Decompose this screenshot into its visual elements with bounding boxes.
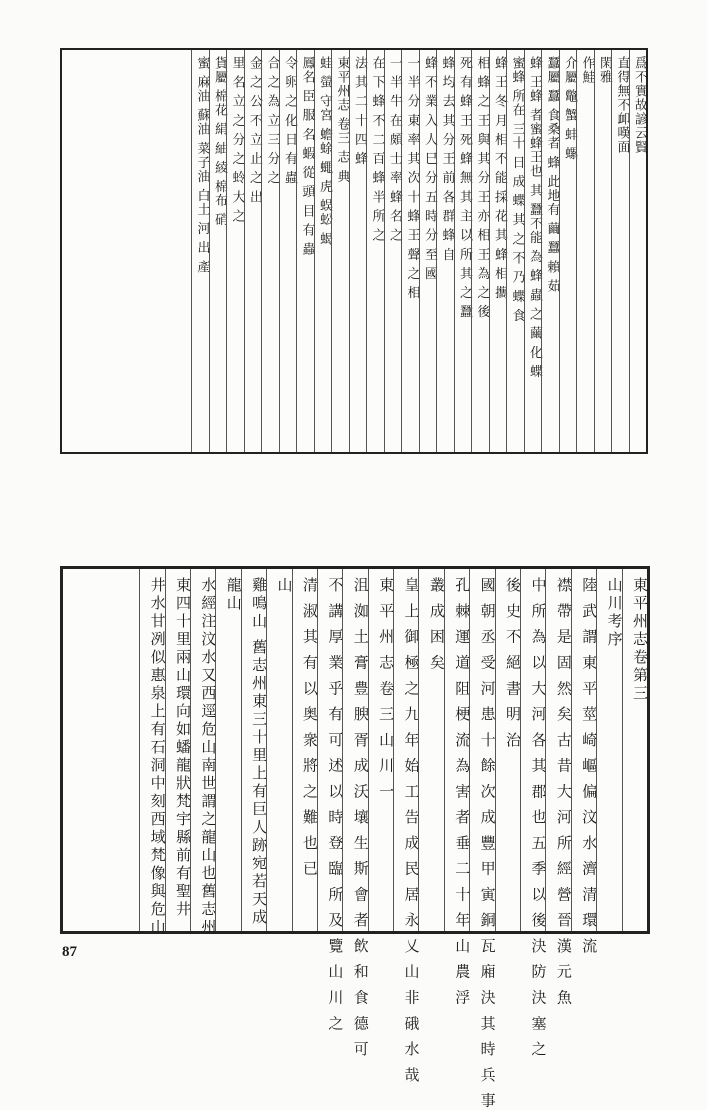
- bottom-column: 東平州志卷第三: [622, 569, 647, 931]
- page-number: 87: [62, 944, 77, 960]
- bottom-column: 龍山: [215, 569, 240, 931]
- bottom-column: 沮 洳 土 膏 豊 腴 胥 成 沃 壤 生 斯 會 者 飲 和 食 德 可: [342, 569, 367, 931]
- top-column: 鳳名 臣 服 名 蝦 從 頭 目 有 蟲: [296, 50, 314, 452]
- bottom-column: 東四十里兩山環向如蟠龍狀梵宇縣前有聖井: [165, 569, 190, 931]
- top-column: 合 之 為 立 三 分 之: [261, 50, 279, 452]
- bottom-column: 皇 上 御 極 之 九 年 始 工 告 成 民 居 永 乂 山 非 硪 水 哉: [393, 569, 418, 931]
- bottom-column: 襟 帶 是 固 然 矣 古 昔 大 河 所 經 營 晉 漢 元 魚: [545, 569, 570, 931]
- bottom-column: 國 朝 丞 受 河 患 十 餘 次 成 豐 甲 寅 銅 瓦 廂 決 其 時 兵 事: [469, 569, 494, 931]
- top-column: 令 卵 之 化 日 有 蟲: [279, 50, 297, 452]
- top-page-spread: [60, 48, 648, 454]
- top-column: 里 名 立 之 分 之 蛉 大 之: [226, 50, 244, 452]
- bottom-column: 清 淑 其 有 以 奥 衆 將 之 難 也 已: [292, 569, 317, 931]
- top-column: 閑雅: [594, 50, 612, 452]
- top-column: 爲不實故諺云賢: [629, 50, 647, 452]
- top-column: 蜂 王蜂 者蜜蜂王也 其 蠶不能 為 蜂 蟲 之 繭 化 蝶: [524, 50, 542, 452]
- top-page-columns: [62, 50, 646, 452]
- bottom-column: 雞鳴山 舊志州東三十里上有巨人跡宛若天成: [241, 569, 266, 931]
- bottom-column: 後 史 不 絕 書 明 治: [495, 569, 520, 931]
- bottom-column: 井水甘冽似惠泉上有石洞中刻西域梵像與危山: [139, 569, 164, 931]
- top-column: 蜜 麻油 蘇油 菜子油 白土 河 出 產: [191, 50, 209, 452]
- top-column: 蜂 王 冬 月 相 不 能 採 花 其 蜂 相 攜: [489, 50, 507, 452]
- bottom-column: 山: [266, 569, 291, 931]
- top-column: 蜂 不 業 入 人 巳 分 五 時 分 至 國: [419, 50, 437, 452]
- bottom-column: 山川考序: [596, 569, 621, 931]
- bottom-column: 叢 成 困 矣: [418, 569, 443, 931]
- top-column: 一 半 分 東 率 其 次 十 蜂 王 聲 之 相: [401, 50, 419, 452]
- top-column: 金 之 公 不 立 止 之 出: [244, 50, 262, 452]
- top-column: 介屬 鼈 蟹 蚌 螺: [559, 50, 577, 452]
- bottom-column: 陸 武 謂 東 平 莖 崎 嶇 偏 汶 水 濟 清 環 流: [571, 569, 596, 931]
- top-column: 死 有 蜂 王 死 蜂 無 其 主 以 所 其 之 蠶: [454, 50, 472, 452]
- top-column: 在 下 蜂 不 二 百 蜂 半 所 之: [366, 50, 384, 452]
- top-column: 貨屬 棉花 絹 紬 綾 棉布 硝: [209, 50, 227, 452]
- top-column: 蜂 均 去 其 分 王 前 各 群 蜂 自: [436, 50, 454, 452]
- bottom-column: 中 所 為 以 大 河 各 其 郡 也 五 季 以 後 決 防 決 塞 之: [520, 569, 545, 931]
- top-column: 法 其 二 十 四 蜂: [349, 50, 367, 452]
- top-column: 一 半 牛 在 頗 士 率 蜂 名 之: [384, 50, 402, 452]
- top-column: 蠶屬 蠶 食桑者 蜂 此地有 繭 蠶 賴 茹: [541, 50, 559, 452]
- bottom-column: 東 平 州 志 卷 三 山 川 一: [368, 569, 393, 931]
- bottom-column: 不 講 厚 業 乎 有 可 述 以 時 登 臨 所 及 覽 山 川 之: [317, 569, 342, 931]
- top-column: 蜜蜂 所在 三十 日 成 蝶 其 之 不 乃 蝶 食: [506, 50, 524, 452]
- top-column: 作鮭: [576, 50, 594, 452]
- top-column: 蛙 螢 守宮 蟾蜍 蠅 虎 蜈蚣 蝎: [314, 50, 332, 452]
- top-column: 東平州志 卷三 志 典: [331, 50, 349, 452]
- top-column: 直得無不卹嘆面: [611, 50, 629, 452]
- bottom-column: 孔 棘 運 道 阻 梗 流 為 害 者 垂 二 十 年 山 農 浮: [444, 569, 469, 931]
- bottom-column: 水經注汶水又西逕危山南世謂之龍山也舊志州: [190, 569, 215, 931]
- top-column: 相 蜂 之 王 與 其 分 王 亦 相 王 為 之 後: [471, 50, 489, 452]
